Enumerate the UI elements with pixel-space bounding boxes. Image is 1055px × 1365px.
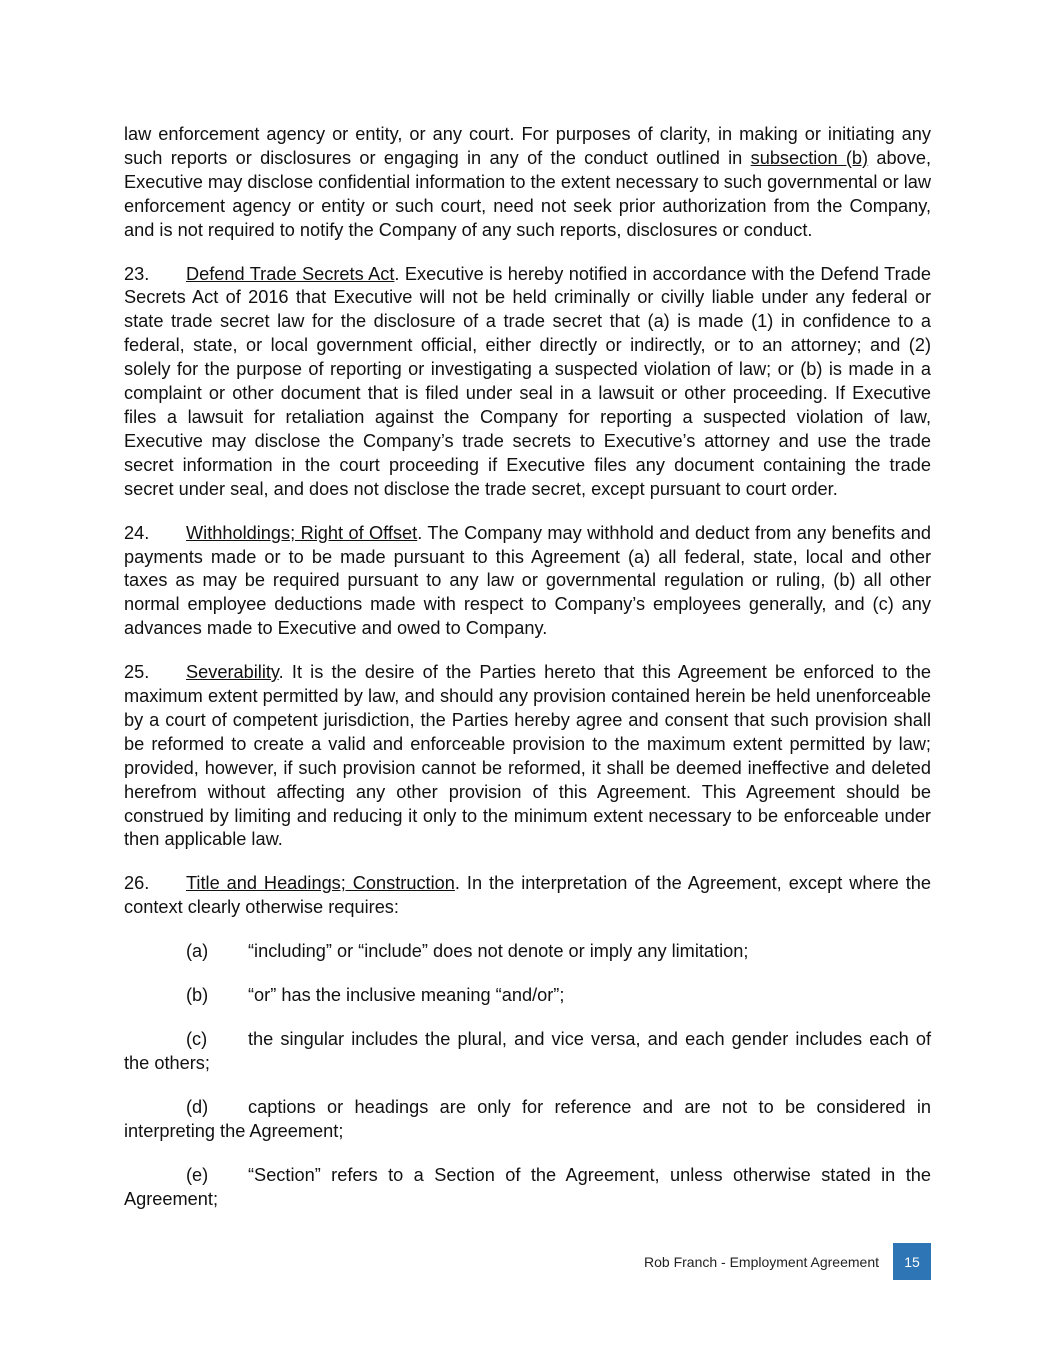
list-item-label: (d) — [186, 1096, 209, 1117]
list-item-label: (e) — [186, 1164, 209, 1185]
list-item-b — [124, 984, 931, 1008]
list-item-text: “Section” refers to a Section of the Agreement, unless otherwise stated in the Agreement; — [124, 1164, 931, 1209]
intro-text-before: law enforcement agency or entity, or any court. For purposes of clarity, in making or initiating any such reports or disclosures or engaging in any of the conduct outlined in — [124, 124, 931, 168]
section-25 — [124, 661, 931, 852]
section-number: 26. — [124, 873, 150, 894]
section-number: 24. — [124, 522, 150, 543]
list-item-label: (c) — [186, 1029, 208, 1049]
list-item-label: (a) — [186, 941, 209, 962]
list-item-text: “including” or “include” does not denote or imply any limitation; — [248, 941, 749, 962]
list-item-e — [124, 1164, 931, 1212]
list-item-label: (b) — [186, 985, 209, 1006]
intro-text-after: above, Executive may disclose confidential information to the extent necessary to such governmental or law enforcement agency or entity or such court, need not seek prior authorization from the Company, and is not required to notify the Company of any such reports, disclosures or conduct. — [124, 147, 932, 240]
section-body: . In the interpretation of the Agreement, except where the context clearly otherwise requires: — [124, 873, 931, 918]
page-footer — [644, 1243, 931, 1280]
intro-paragraph — [124, 123, 931, 243]
section-heading: Withholdings; Right of Offset — [186, 522, 418, 543]
list-item-text: the singular includes the plural, and vice versa, and each gender includes each of the others; — [124, 1029, 931, 1073]
section-heading: Defend Trade Secrets Act — [186, 263, 395, 284]
section-body: . Executive is hereby notified in accordance with the Defend Trade Secrets Act of 2016 that Executive will not be held criminally or civilly liable under any federal or state trade secret law for the disclosure of a trade secret that (a) is made (1) in confidence to a federal, state, or local government official, either directly or indirectly, or to an attorney; and (2) solely for the purpose of reporting or investigating a suspected violation of law; or (b) is made in a complaint or other document that is filed under seal in a lawsuit or other proceeding. If Executive files a lawsuit for retaliation against the Company for reporting a suspected violation of law, Executive may disclose the Company’s trade secrets to Executive’s attorney and use the trade secret information in the court proceeding if Executive files any document containing the trade secret under seal, and does not disclose the trade secret, except pursuant to court order. — [124, 263, 931, 499]
list-item-d — [124, 1096, 931, 1144]
section-body: . The Company may withhold and deduct from any benefits and payments made or to be made pursuant to this Agreement (a) all federal, state, local and other taxes as may be required pursuant to any law or governmental regulation or ruling, (b) all other normal employee deductions made with respect to Company’s employees generally, and (c) any advances made to Executive and owed to Company. — [124, 522, 931, 639]
subsection-reference: subsection (b) — [750, 147, 869, 168]
section-24 — [124, 522, 931, 642]
section-heading: Severability — [186, 662, 279, 683]
list-item-a — [124, 940, 931, 964]
list-item-c — [124, 1028, 931, 1076]
section-heading: Title and Headings; Construction — [186, 873, 455, 894]
footer-document-title: Rob Franch - Employment Agreement — [644, 1253, 879, 1270]
section-26 — [124, 872, 931, 920]
section-number: 25. — [124, 662, 150, 683]
list-item-text: “or” has the inclusive meaning “and/or”; — [248, 985, 565, 1006]
page-number-badge: 15 — [893, 1243, 931, 1280]
document-page — [124, 123, 931, 1231]
list-item-text: captions or headings are only for reference and are not to be considered in interpreting the Agreement; — [124, 1096, 931, 1141]
section-number: 23. — [124, 263, 150, 284]
section-body: . It is the desire of the Parties hereto that this Agreement be enforced to the maximum extent permitted by law, and should any provision contained herein be held unenforceable by a court of competent jurisdiction, the Parties hereby agree and consent that such provision shall be reformed to create a valid and enforceable provision to the maximum extent permitted by law; provided, however, if such provision cannot be reformed, it shall be deemed ineffective and deleted herefrom without affecting any other provision of this Agreement. This Agreement should be construed by limiting and reducing it only to the minimum extent necessary to be enforceable under then applicable law. — [124, 662, 931, 850]
section-23 — [124, 263, 931, 502]
